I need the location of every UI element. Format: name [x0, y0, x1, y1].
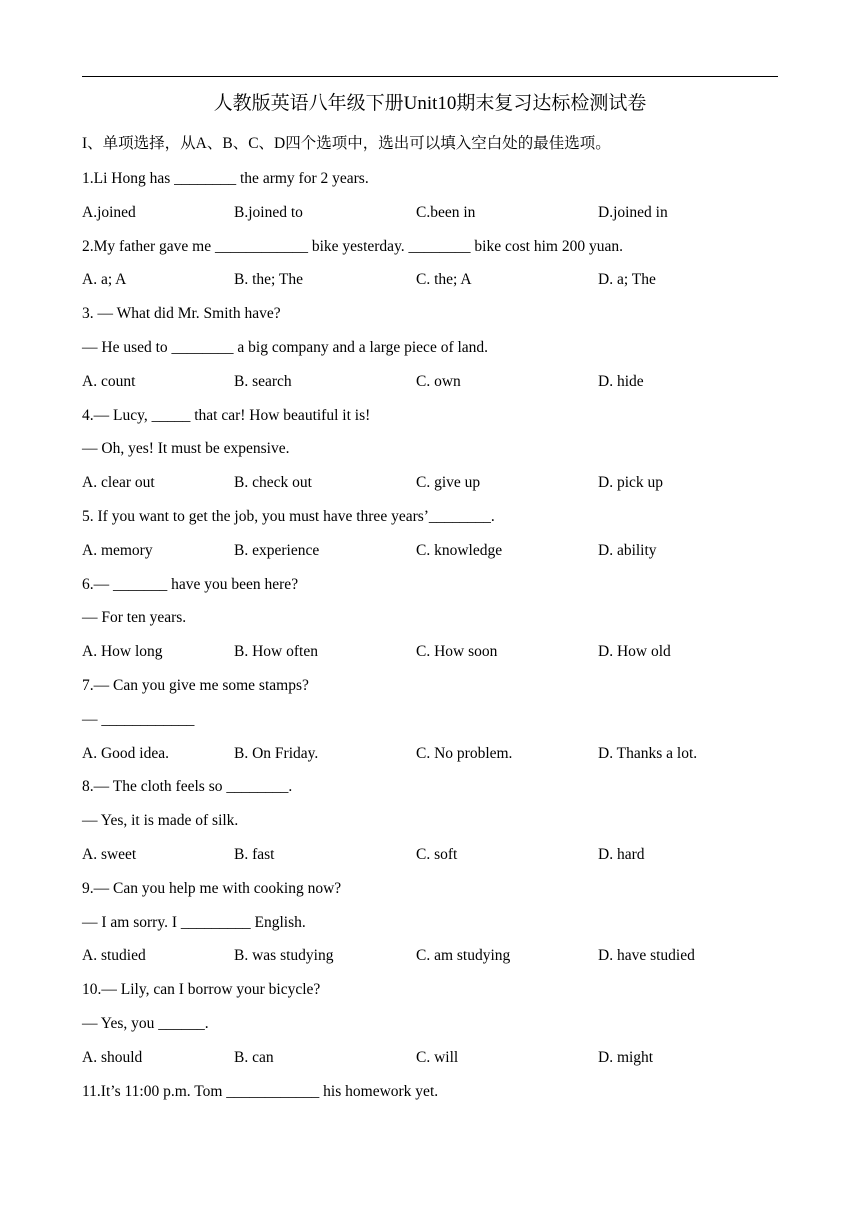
question-stem: [82, 877, 778, 911]
question-stem: [82, 235, 778, 269]
question-text: 8.— The cloth feels so ________.: [82, 778, 293, 796]
question-stem: [82, 573, 778, 607]
option-b: B. can: [234, 1048, 274, 1066]
option-b: B. check out: [234, 474, 312, 492]
question-text: 10.— Lily, can I borrow your bicycle?: [82, 981, 321, 999]
option-b: B.joined to: [234, 203, 303, 221]
option-d: D. hard: [598, 846, 645, 863]
option-d: D. ability: [598, 541, 657, 559]
option-a: A. sweet: [82, 846, 137, 863]
question-stem: [82, 404, 778, 438]
question-text: 2.My father gave me ____________ bike yesterday. ________ bike cost him 200 yuan.: [82, 237, 623, 255]
option-b: B. the; The: [234, 271, 304, 289]
option-a: A. memory: [82, 541, 153, 559]
option-c: C. soft: [416, 846, 458, 863]
question-text: — I am sorry. I _________ English.: [82, 913, 306, 931]
option-a: A. studied: [82, 947, 146, 965]
option-d: D. Thanks a lot.: [598, 744, 698, 762]
option-d: D. hide: [598, 372, 644, 390]
question-text: — Yes, you ______.: [82, 1015, 209, 1032]
question-text: 7.— Can you give me some stamps?: [82, 677, 309, 694]
question-response-line: [82, 911, 778, 945]
section-instruction: I、单项选择，从A、B、C、D四个选项中，选出可以填入空白处的最佳选项。: [82, 135, 611, 152]
question-response-line: [82, 437, 778, 471]
option-d: D. might: [598, 1048, 654, 1066]
option-d: D. have studied: [598, 947, 695, 965]
question-response-line: [82, 606, 778, 640]
option-c: C. How soon: [416, 643, 498, 661]
header-rule: [82, 76, 778, 77]
question-text: 5. If you want to get the job, you must have three years’________.: [82, 508, 495, 525]
question-stem: [82, 167, 778, 201]
question-text: — For ten years.: [82, 609, 187, 627]
options-row: [82, 742, 778, 776]
question-response-line: [82, 1012, 778, 1046]
question-text: — ____________: [82, 710, 195, 728]
option-b: B. fast: [234, 846, 275, 863]
option-c: C. the; A: [416, 271, 472, 289]
question-stem: [82, 505, 778, 539]
option-a: A.joined: [82, 203, 136, 221]
page-title: 人教版英语八年级下册Unit10期末复习达标检测试卷: [213, 93, 647, 114]
options-row: [82, 1046, 778, 1080]
question-response-line: [82, 708, 778, 742]
option-a: A. should: [82, 1048, 143, 1066]
question-text: — Yes, it is made of silk.: [82, 812, 239, 830]
question-stem: [82, 1080, 778, 1114]
option-b: B. experience: [234, 541, 320, 559]
question-stem: [82, 674, 778, 708]
question-text: 3. — What did Mr. Smith have?: [82, 305, 281, 323]
question-text: 4.— Lucy, _____ that car! How beautiful it is!: [82, 406, 371, 424]
options-row: [82, 539, 778, 573]
option-c: C. will: [416, 1048, 459, 1066]
options-row: [82, 843, 778, 877]
option-a: A. clear out: [82, 474, 155, 492]
option-b: B. How often: [234, 643, 318, 661]
option-b: B. search: [234, 372, 292, 390]
option-a: A. a; A: [82, 271, 127, 289]
option-d: D.joined in: [598, 203, 668, 221]
option-d: D. a; The: [598, 271, 656, 289]
option-c: C. knowledge: [416, 541, 503, 559]
question-stem: [82, 978, 778, 1012]
options-row: [82, 201, 778, 235]
question-text: — He used to ________ a big company and a large piece of land.: [82, 339, 489, 356]
options-row: [82, 268, 778, 302]
option-a: A. How long: [82, 643, 163, 661]
options-row: [82, 370, 778, 404]
option-d: D. How old: [598, 643, 671, 661]
option-c: C. am studying: [416, 947, 511, 965]
question-stem: [82, 302, 778, 336]
options-row: [82, 944, 778, 978]
option-b: B. was studying: [234, 947, 334, 965]
question-response-line: [82, 809, 778, 843]
question-text: 6.— _______ have you been here?: [82, 575, 299, 593]
question-text: 11.It’s 11:00 p.m. Tom ____________ his homework yet.: [82, 1082, 439, 1100]
option-c: C. give up: [416, 474, 481, 492]
option-c: C.been in: [416, 203, 476, 221]
question-response-line: [82, 336, 778, 370]
option-d: D. pick up: [598, 474, 664, 492]
question-text: — Oh, yes! It must be expensive.: [82, 440, 290, 458]
options-row: [82, 640, 778, 674]
option-a: A. Good idea.: [82, 744, 169, 762]
question-stem: [82, 775, 778, 809]
option-c: C. No problem.: [416, 744, 513, 762]
option-c: C. own: [416, 372, 461, 390]
option-b: B. On Friday.: [234, 744, 319, 762]
question-text: 1.Li Hong has ________ the army for 2 years.: [82, 170, 369, 187]
option-a: A. count: [82, 372, 136, 390]
question-text: 9.— Can you help me with cooking now?: [82, 879, 342, 897]
options-row: [82, 471, 778, 505]
